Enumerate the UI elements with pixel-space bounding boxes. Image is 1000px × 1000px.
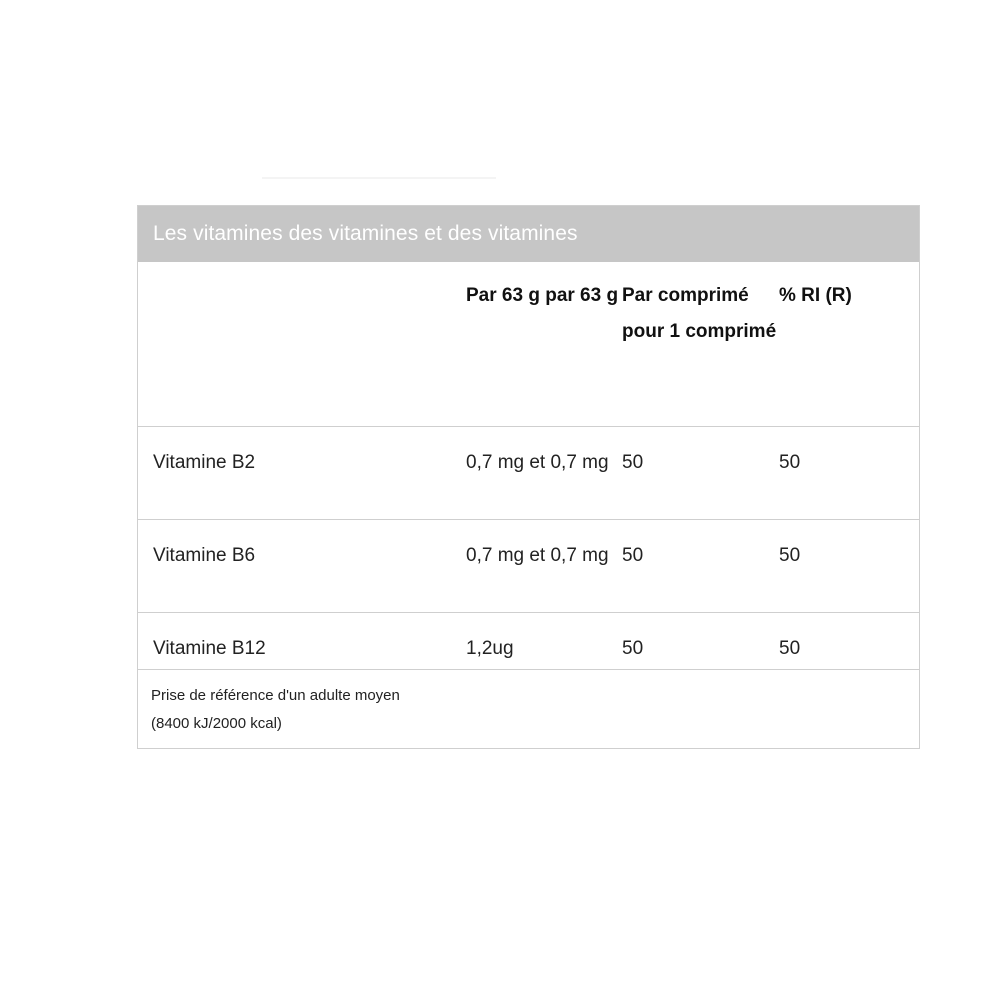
header-cell-per-tablet: Par comprimé pour 1 comprimé [622,285,777,342]
row-ri: 50 [779,638,801,659]
table-row [138,612,919,669]
nutrition-table [137,205,920,749]
row-ri: 50 [779,452,801,473]
row-per-tablet: 50 [622,452,644,473]
footnote-text: Prise de référence d'un adulte moyen (8400 kJ/2000 kcal) [151,687,400,732]
row-name: Vitamine B12 [153,638,266,659]
table-row [138,519,919,612]
table-title: Les vitamines des vitamines et des vitamines [138,206,919,262]
row-per-tablet: 50 [622,638,644,659]
table-footnote [138,669,919,748]
table-header-row [138,262,919,426]
row-per-63g: 0,7 mg et 0,7 mg [466,545,609,566]
header-cell-per-63g: Par 63 g par 63 g [466,285,619,306]
table-row [138,426,919,519]
header-cell-name [138,278,466,426]
decorative-divider [262,177,496,179]
row-per-63g: 1,2ug [466,638,514,659]
row-per-63g: 0,7 mg et 0,7 mg [466,452,609,473]
row-ri: 50 [779,545,801,566]
header-cell-ri: % RI (R) [779,285,852,306]
row-name: Vitamine B6 [153,545,256,566]
row-per-tablet: 50 [622,545,644,566]
row-name: Vitamine B2 [153,452,256,473]
